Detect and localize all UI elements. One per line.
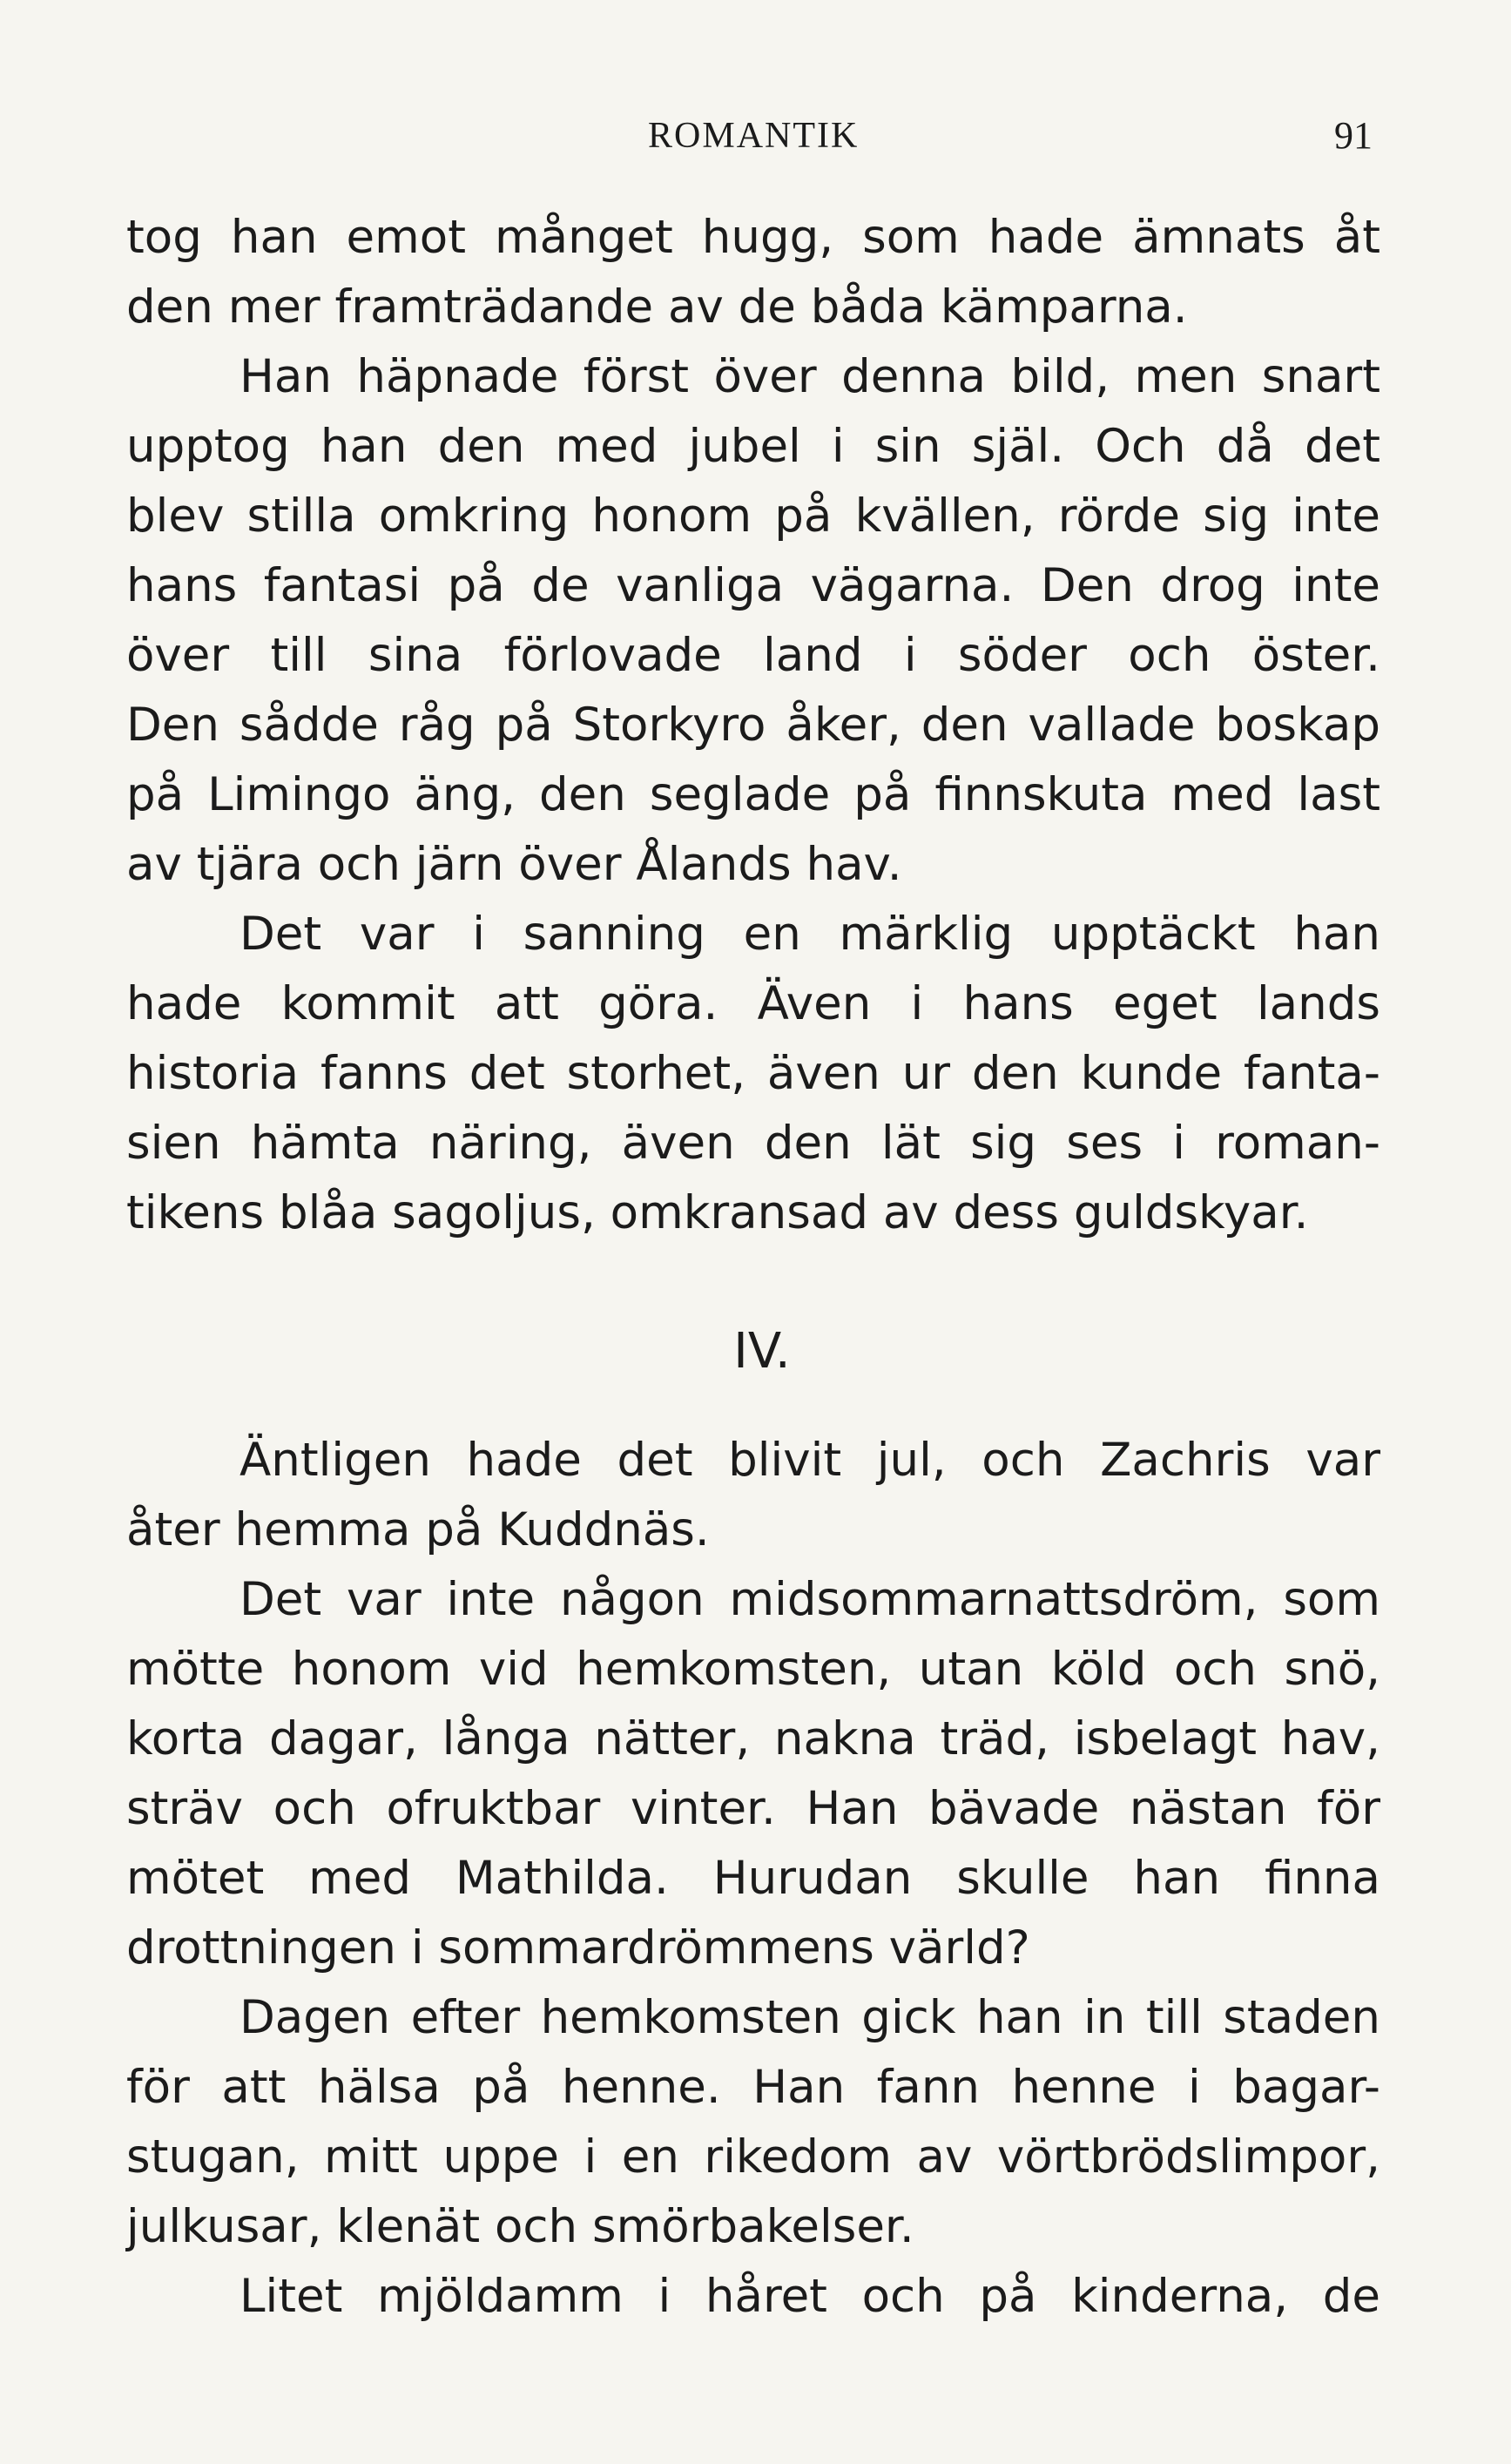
text-line: Det var i sanning en märklig upptäckt han xyxy=(239,908,1380,961)
running-head xyxy=(0,115,1511,159)
text-line: den mer framträdande av de båda kämparna. xyxy=(126,280,1188,334)
text-line: Den sådde råg på Storkyro åker, den vallade boskap xyxy=(126,699,1380,752)
text-line: tog han emot månget hugg, som hade ämnats åt xyxy=(126,211,1380,264)
paragraph xyxy=(126,1565,1380,1983)
paragraph xyxy=(126,2262,1380,2332)
body-text xyxy=(126,203,1380,2332)
text-line: över till sina förlovade land i söder och öster. xyxy=(126,629,1380,682)
text-line: Det var inte någon midsommarnattsdröm, som xyxy=(239,1573,1380,1626)
text-line: historia fanns det storhet, även ur den kunde fanta- xyxy=(126,1047,1380,1100)
paragraph xyxy=(126,1983,1380,2262)
text-line: sträv och ofruktbar vinter. Han bävade nästan för xyxy=(126,1782,1380,1835)
paragraph xyxy=(126,203,1380,342)
text-line: mötte honom vid hemkomsten, utan köld och snö, xyxy=(126,1643,1380,1696)
text-line: mötet med Mathilda. Hurudan skulle han finna xyxy=(126,1852,1380,1905)
text-line: Litet mjöldamm i håret och på kinderna, de xyxy=(239,2270,1380,2323)
text-line: av tjära och järn över Ålands hav. xyxy=(126,838,902,891)
page-number: 91 xyxy=(1334,114,1373,157)
text-line: på Limingo äng, den seglade på finnskuta med last xyxy=(126,768,1380,821)
text-line: hans fantasi på de vanliga vägarna. Den drog inte xyxy=(126,559,1380,612)
paragraph xyxy=(126,900,1380,1248)
text-line: för att hälsa på henne. Han fann henne i bagar- xyxy=(126,2061,1380,2114)
paragraph xyxy=(126,1426,1380,1565)
text-line: korta dagar, långa nätter, nakna träd, isbelagt hav, xyxy=(126,1712,1380,1765)
running-title: ROMANTIK xyxy=(648,116,860,156)
text-line: drottningen i sommardrömmens värld? xyxy=(126,1921,1030,1975)
text-line: sien hämta näring, även den lät sig ses i roman- xyxy=(126,1117,1380,1170)
text-line: upptog han den med jubel i sin själ. Och då det xyxy=(126,420,1380,473)
section-heading: IV. xyxy=(733,1323,791,1380)
text-line: åter hemma på Kuddnäs. xyxy=(126,1503,710,1556)
text-line: hade kommit att göra. Även i hans eget lands xyxy=(126,977,1380,1030)
text-line: Äntligen hade det blivit jul, och Zachris var xyxy=(239,1434,1380,1487)
paragraph xyxy=(126,342,1380,900)
text-line: julkusar, klenät och smörbakelser. xyxy=(126,2200,914,2253)
text-line: Han häpnade först över denna bild, men snart xyxy=(239,350,1380,403)
text-line: blev stilla omkring honom på kvällen, rörde sig inte xyxy=(126,489,1380,543)
text-line: tikens blåa sagoljus, omkransad av dess guldskyar. xyxy=(126,1186,1309,1239)
text-line: stugan, mitt uppe i en rikedom av vörtbrödslimpor, xyxy=(126,2130,1380,2184)
text-line: Dagen efter hemkomsten gick han in till staden xyxy=(239,1991,1380,2044)
